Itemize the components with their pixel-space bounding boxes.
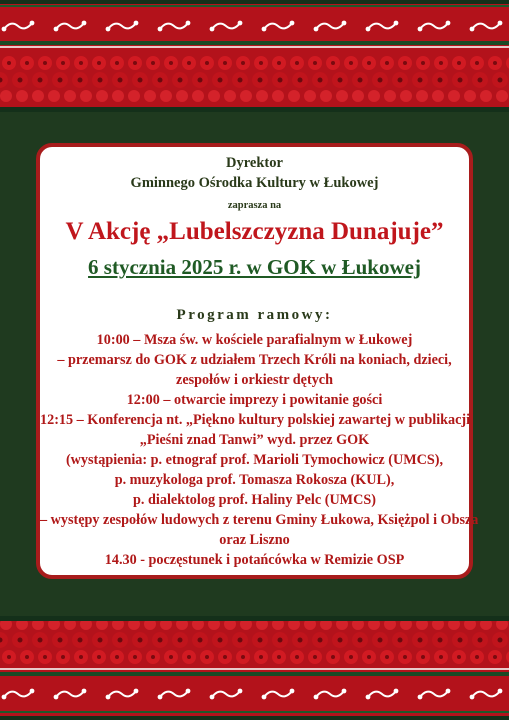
pattern-dot <box>438 638 443 643</box>
pattern-dot <box>418 78 423 83</box>
pattern-dot <box>43 655 47 659</box>
pattern-dot <box>78 78 83 83</box>
pattern-dot <box>338 78 343 83</box>
pattern-dot <box>478 78 483 83</box>
pattern-dot <box>169 61 173 65</box>
invites-label: zaprasza na <box>227 200 282 211</box>
pattern-dot <box>438 78 443 83</box>
pattern-dot <box>368 90 380 102</box>
pattern-dot <box>458 638 463 643</box>
pattern-dot <box>475 61 479 65</box>
program-line: 12:15 – Konferencja nt. „Piękno kultury polskiej zawartej w publikacji <box>40 412 471 428</box>
pattern-stripe <box>0 616 509 621</box>
pattern-stripe <box>0 668 509 670</box>
event-date-place: 6 stycznia 2025 r. w GOK w Łukowej <box>88 255 421 279</box>
pattern-dot <box>298 78 303 83</box>
program-heading: Program ramowy: <box>176 307 333 323</box>
pattern-dot <box>314 27 319 32</box>
pattern-dot <box>457 655 461 659</box>
pattern-dot <box>496 90 508 102</box>
pattern-stripe <box>0 672 509 676</box>
pattern-dot <box>331 655 335 659</box>
pattern-stripe <box>0 0 509 4</box>
pattern-dot <box>187 61 191 65</box>
pattern-dot <box>97 61 101 65</box>
pattern-dot <box>82 21 87 26</box>
program-list <box>40 330 479 570</box>
pattern-dot <box>151 655 155 659</box>
program-line: zespołów i orkiestr dętych <box>176 372 333 388</box>
pattern-dot <box>80 90 92 102</box>
pattern-dot <box>25 655 29 659</box>
pattern-dot <box>128 90 140 102</box>
pattern-dot <box>32 90 44 102</box>
pattern-dot <box>385 655 389 659</box>
pattern-dot <box>7 61 11 65</box>
pattern-dot <box>432 90 444 102</box>
pattern-dot <box>262 695 267 700</box>
pattern-dot <box>61 61 65 65</box>
pattern-dot <box>366 695 371 700</box>
pattern-dot <box>158 78 163 83</box>
pattern-dot <box>290 689 295 694</box>
pattern-dot <box>48 90 60 102</box>
pattern-dot <box>210 27 215 32</box>
folk-pattern-top-art <box>0 0 509 112</box>
pattern-dot <box>160 90 172 102</box>
pattern-dot <box>134 21 139 26</box>
pattern-dot <box>258 78 263 83</box>
pattern-dot <box>446 21 451 26</box>
pattern-dot <box>30 21 35 26</box>
pattern-dot <box>224 90 236 102</box>
pattern-dot <box>470 27 475 32</box>
pattern-dot <box>446 689 451 694</box>
pattern-dot <box>304 90 316 102</box>
pattern-dot <box>313 655 317 659</box>
pattern-dot <box>118 638 123 643</box>
pattern-dot <box>98 78 103 83</box>
pattern-dot <box>349 61 353 65</box>
pattern-dot <box>439 61 443 65</box>
pattern-dot <box>205 655 209 659</box>
pattern-dot <box>318 638 323 643</box>
pattern-dot <box>178 78 183 83</box>
pattern-dot <box>115 655 119 659</box>
pattern-dot <box>38 638 43 643</box>
pattern-dot <box>240 90 252 102</box>
pattern-dot <box>79 61 83 65</box>
pattern-dot <box>25 61 29 65</box>
pattern-dot <box>192 90 204 102</box>
program-line: p. dialektolog prof. Haliny Pelc (UMCS) <box>133 492 376 508</box>
pattern-stripe <box>0 716 509 720</box>
pattern-dot <box>106 27 111 32</box>
pattern-dot <box>493 61 497 65</box>
pattern-dot <box>0 90 12 102</box>
pattern-dot <box>403 655 407 659</box>
pattern-dot <box>169 655 173 659</box>
program-line: (wystąpienia: p. etnograf prof. Marioli Tymochowicz (UMCS), <box>65 452 444 468</box>
folk-pattern-bottom-band <box>0 616 509 720</box>
program-line: oraz Liszno <box>219 532 290 548</box>
pattern-dot <box>458 78 463 83</box>
folk-pattern-bottom-art <box>0 616 509 720</box>
pattern-dot <box>394 689 399 694</box>
pattern-dot <box>112 90 124 102</box>
pattern-dot <box>358 638 363 643</box>
pattern-dot <box>241 61 245 65</box>
pattern-dot <box>366 27 371 32</box>
pattern-dot <box>256 90 268 102</box>
director-label: Dyrektor <box>226 155 283 171</box>
pattern-dot <box>43 61 47 65</box>
pattern-dot <box>378 78 383 83</box>
pattern-dot <box>223 61 227 65</box>
program-line: 12:00 – otwarcie imprezy i powitanie gości <box>126 392 383 408</box>
program-line: – przemarsz do GOK z udziałem Trzech Króli na koniach, dzieci, <box>57 352 452 368</box>
pattern-dot <box>2 695 7 700</box>
pattern-dot <box>64 90 76 102</box>
pattern-dot <box>133 655 137 659</box>
pattern-dot <box>58 78 63 83</box>
program-line: „Pieśni znad Tanwi” wyd. przez GOK <box>139 432 370 448</box>
pattern-dot <box>475 655 479 659</box>
pattern-dot <box>79 655 83 659</box>
pattern-dot <box>238 21 243 26</box>
pattern-dot <box>241 655 245 659</box>
pattern-dot <box>400 90 412 102</box>
pattern-dot <box>331 61 335 65</box>
pattern-dot <box>278 638 283 643</box>
pattern-dot <box>54 695 59 700</box>
pattern-dot <box>158 695 163 700</box>
pattern-dot <box>394 21 399 26</box>
pattern-dot <box>320 90 332 102</box>
pattern-dot <box>403 61 407 65</box>
pattern-dot <box>186 21 191 26</box>
pattern-dot <box>258 638 263 643</box>
pattern-dot <box>198 78 203 83</box>
pattern-dot <box>198 638 203 643</box>
pattern-dot <box>7 655 11 659</box>
pattern-dot <box>457 61 461 65</box>
pattern-dot <box>18 78 23 83</box>
pattern-dot <box>358 78 363 83</box>
pattern-dot <box>96 90 108 102</box>
pattern-dot <box>418 638 423 643</box>
pattern-dot <box>418 695 423 700</box>
program-line: 10:00 – Msza św. w kościele parafialnym w Łukowej <box>96 332 413 348</box>
pattern-dot <box>178 638 183 643</box>
institution-name: Gminnego Ośrodka Kultury w Łukowej <box>130 175 379 191</box>
pattern-dot <box>421 655 425 659</box>
pattern-dot <box>498 78 503 83</box>
pattern-dot <box>106 695 111 700</box>
pattern-dot <box>313 61 317 65</box>
pattern-dot <box>158 27 163 32</box>
pattern-dot <box>295 655 299 659</box>
pattern-dot <box>223 655 227 659</box>
pattern-stripe <box>0 107 509 112</box>
pattern-dot <box>18 638 23 643</box>
pattern-dot <box>342 21 347 26</box>
pattern-dot <box>277 61 281 65</box>
pattern-dot <box>259 655 263 659</box>
pattern-dot <box>398 78 403 83</box>
pattern-dot <box>208 90 220 102</box>
pattern-dot <box>470 695 475 700</box>
pattern-dot <box>238 638 243 643</box>
pattern-dot <box>58 638 63 643</box>
pattern-dot <box>385 61 389 65</box>
program-line: 14.30 - poczęstunek i potańcówka w Remizie OSP <box>104 552 405 568</box>
pattern-dot <box>498 21 503 26</box>
pattern-dot <box>134 689 139 694</box>
pattern-dot <box>218 78 223 83</box>
pattern-dot <box>133 61 137 65</box>
pattern-dot <box>210 695 215 700</box>
pattern-dot <box>238 78 243 83</box>
pattern-dot <box>278 78 283 83</box>
pattern-stripe <box>0 5 509 7</box>
pattern-dot <box>367 61 371 65</box>
pattern-stripe <box>0 46 509 48</box>
invitation-card <box>36 143 479 579</box>
pattern-dot <box>272 90 284 102</box>
pattern-dot <box>298 638 303 643</box>
pattern-dot <box>367 655 371 659</box>
pattern-dot <box>314 695 319 700</box>
pattern-dot <box>290 21 295 26</box>
pattern-dot <box>342 689 347 694</box>
pattern-dot <box>349 655 353 659</box>
pattern-dot <box>288 90 300 102</box>
pattern-dot <box>138 78 143 83</box>
pattern-dot <box>336 90 348 102</box>
pattern-dot <box>238 689 243 694</box>
pattern-dot <box>30 689 35 694</box>
pattern-dot <box>98 638 103 643</box>
pattern-dot <box>97 655 101 659</box>
pattern-dot <box>416 90 428 102</box>
pattern-dot <box>439 655 443 659</box>
pattern-dot <box>151 61 155 65</box>
pattern-dot <box>138 638 143 643</box>
pattern-dot <box>259 61 263 65</box>
pattern-dot <box>478 638 483 643</box>
program-line: – występy zespołów ludowych z terenu Gminy Łukowa, Księżpol i Obsza <box>40 512 479 528</box>
pattern-dot <box>384 90 396 102</box>
pattern-dot <box>418 27 423 32</box>
pattern-dot <box>378 638 383 643</box>
pattern-dot <box>78 638 83 643</box>
pattern-dot <box>205 61 209 65</box>
pattern-dot <box>186 689 191 694</box>
pattern-dot <box>118 78 123 83</box>
pattern-stripe <box>0 711 509 713</box>
pattern-stripe <box>0 41 509 45</box>
pattern-dot <box>38 78 43 83</box>
pattern-dot <box>61 655 65 659</box>
pattern-dot <box>2 27 7 32</box>
pattern-dot <box>498 638 503 643</box>
pattern-dot <box>398 638 403 643</box>
pattern-dot <box>144 90 156 102</box>
pattern-dot <box>318 78 323 83</box>
pattern-dot <box>158 638 163 643</box>
folk-pattern-top-band <box>0 0 509 112</box>
pattern-dot <box>295 61 299 65</box>
pattern-dot <box>277 655 281 659</box>
pattern-dot <box>187 655 191 659</box>
pattern-dot <box>115 61 119 65</box>
program-line: p. muzykologa prof. Tomasza Rokosza (KUL), <box>114 472 395 488</box>
pattern-dot <box>480 90 492 102</box>
pattern-dot <box>218 638 223 643</box>
pattern-dot <box>54 27 59 32</box>
pattern-dot <box>176 90 188 102</box>
event-title: V Akcję „Lubelszczyzna Dunajuje” <box>65 218 444 245</box>
pattern-dot <box>448 90 460 102</box>
pattern-dot <box>262 27 267 32</box>
pattern-dot <box>16 90 28 102</box>
pattern-dot <box>493 655 497 659</box>
pattern-dot <box>82 689 87 694</box>
pattern-dot <box>464 90 476 102</box>
pattern-dot <box>498 689 503 694</box>
pattern-dot <box>338 638 343 643</box>
pattern-dot <box>421 61 425 65</box>
pattern-dot <box>352 90 364 102</box>
